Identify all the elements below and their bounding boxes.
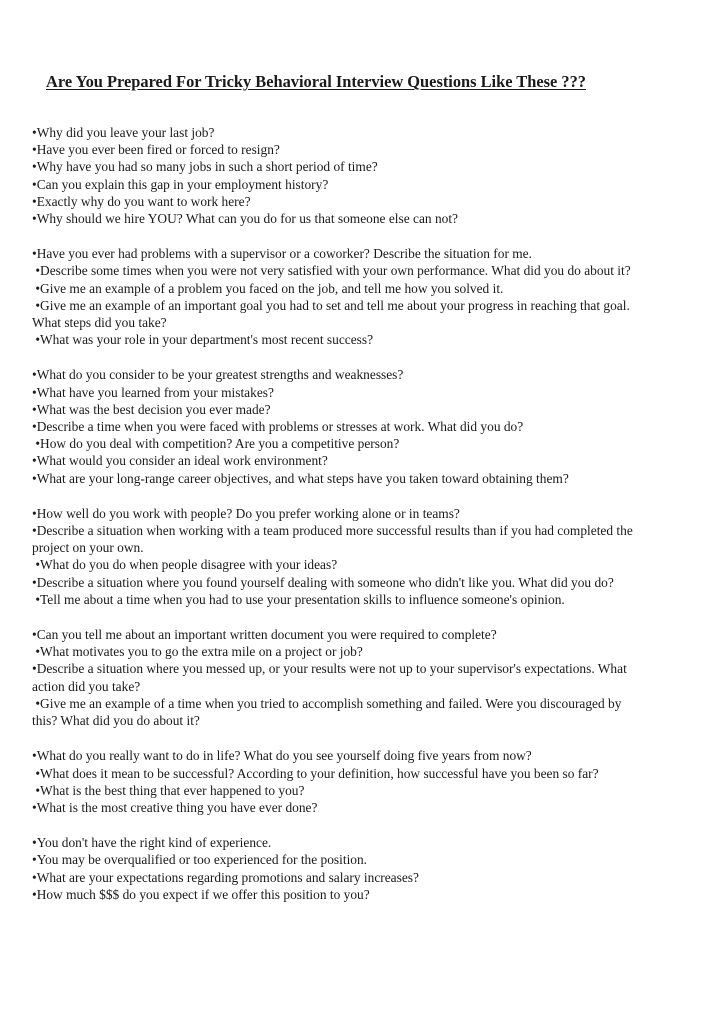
question-line: •Tell me about a time when you had to use your presentation skills to influence someone's opinion. <box>32 591 565 607</box>
question-section-6 <box>32 747 718 816</box>
question-line: this? What did you do about it? <box>32 713 200 729</box>
question-line: •Give me an example of a time when you tried to accomplish something and failed. Were you discouraged by <box>32 695 622 711</box>
question-line: •Can you explain this gap in your employment history? <box>32 176 329 192</box>
question-line: •You may be overqualified or too experienced for the position. <box>32 852 368 868</box>
question-line: project on your own. <box>32 540 144 556</box>
question-line: •What are your expectations regarding promotions and salary increases? <box>32 869 419 885</box>
question-line: •What do you consider to be your greatest strengths and weaknesses? <box>32 367 404 383</box>
question-line: •Describe a situation where you found yourself dealing with someone who didn't like you. What did you do? <box>32 574 614 590</box>
question-line: •Have you ever had problems with a supervisor or a coworker? Describe the situation for me. <box>32 246 532 262</box>
question-line: •What is the best thing that ever happened to you? <box>32 782 305 798</box>
question-line: •What was the best decision you ever made? <box>32 401 271 417</box>
question-line: •Why did you leave your last job? <box>32 125 215 140</box>
question-line: •Why should we hire YOU? What can you do for us that someone else can not? <box>32 211 459 227</box>
question-line: •Can you tell me about an important written document you were required to complete? <box>32 627 497 643</box>
question-line: •Describe some times when you were not very satisfied with your own performance. What did you do about it? <box>32 263 631 279</box>
question-section-2 <box>32 245 718 348</box>
question-line: •What would you consider an ideal work environment? <box>32 453 328 469</box>
question-line: •What have you learned from your mistakes? <box>32 384 274 400</box>
question-section-1 <box>32 124 718 227</box>
question-section-7 <box>32 834 718 903</box>
question-line: •What do you really want to do in life? What do you see yourself doing five years from now? <box>32 748 532 764</box>
question-line: •Give me an example of a problem you faced on the job, and tell me how you solved it. <box>32 280 504 296</box>
question-line: •What do you do when people disagree with your ideas? <box>32 557 338 573</box>
question-line: •How well do you work with people? Do you prefer working alone or in teams? <box>32 505 460 521</box>
question-line: •How much $$$ do you expect if we offer this position to you? <box>32 886 370 902</box>
question-line: action did you take? <box>32 678 141 694</box>
question-line: •What was your role in your department's most recent success? <box>32 332 374 348</box>
question-line: •Have you ever been fired or forced to resign? <box>32 142 280 158</box>
document-title: Are You Prepared For Tricky Behavioral Interview Questions Like These ??? <box>46 72 586 91</box>
question-line: •What motivates you to go the extra mile on a project or job? <box>32 644 363 660</box>
question-line: •What does it mean to be successful? According to your definition, how successful have you been so far? <box>32 765 599 781</box>
question-line: •How do you deal with competition? Are you a competitive person? <box>32 436 400 452</box>
question-line: •Exactly why do you want to work here? <box>32 193 251 209</box>
question-line: •Give me an example of an important goal you had to set and tell me about your progress in reaching that goal. <box>32 297 630 313</box>
question-section-5 <box>32 626 718 729</box>
question-line: •Describe a situation when working with a team produced more successful results than if you had completed the <box>32 523 633 539</box>
question-section-3 <box>32 366 718 486</box>
question-line: •Why have you had so many jobs in such a short period of time? <box>32 159 378 175</box>
question-line: •Describe a situation where you messed up, or your results were not up to your supervisor's expectations. What <box>32 661 627 677</box>
question-line: •What is the most creative thing you have ever done? <box>32 799 318 815</box>
question-line: What steps did you take? <box>32 315 167 331</box>
question-line: •What are your long-range career objectives, and what steps have you taken toward obtaining them? <box>32 470 569 486</box>
question-section-4 <box>32 505 718 608</box>
question-line: •Describe a time when you were faced with problems or stresses at work. What did you do? <box>32 419 524 435</box>
question-line: •You don't have the right kind of experience. <box>32 835 272 851</box>
